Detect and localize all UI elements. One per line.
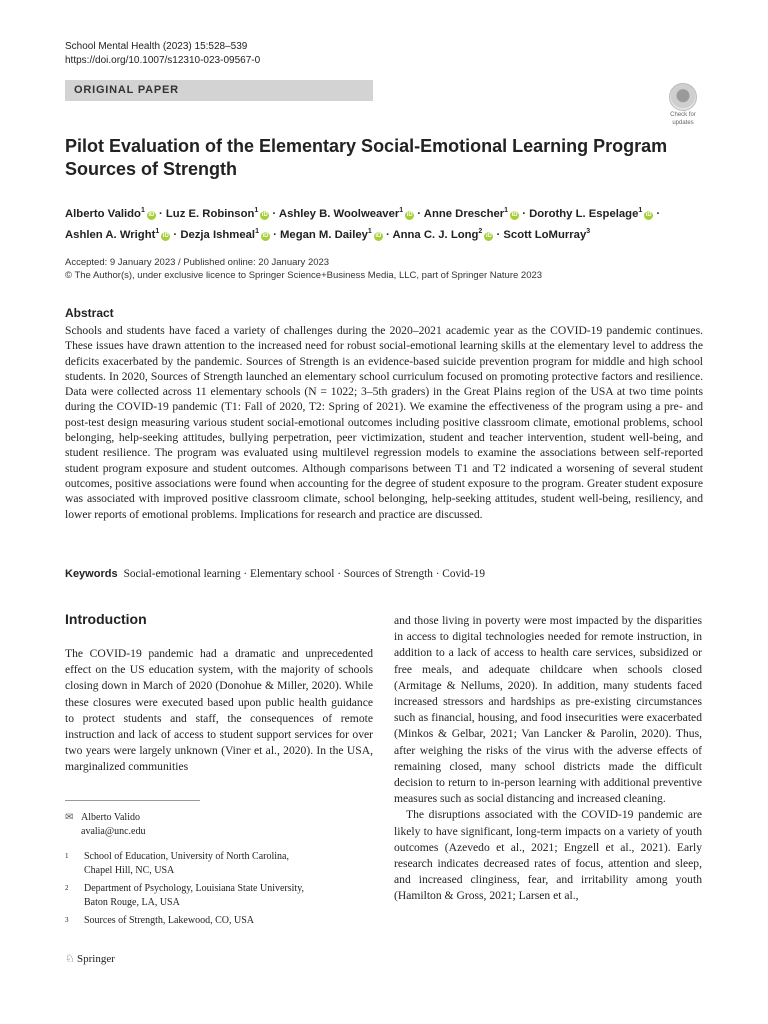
paper-title bbox=[65, 135, 695, 181]
article-type-banner: ORIGINAL PAPER bbox=[65, 80, 373, 101]
author[interactable]: Anne Drescher$^1$iD bbox=[423, 207, 518, 220]
intro-paragraph-2: and those living in poverty were most impacted by the disparities in access to digital technologies needed for remote instruction, in addition to a lack of access to health care services, subsidized or free meals, and adequate childcare when schools closed (Armitage & Nellums, 2020). In addition, many students faced increased stressors and hardships as pre-existing circumstances such as financial, housing, and food insecurities were exacerbated (Minkos & Gelbar, 2021; Van Lancker & Parolin, 2020). Thus, after weighing the risks of the virus with the adverse effects of remaining closed, many school districts made the difficult decision to return to in-person learning with additional preventive measures such as social distancing and increased cleaning. bbox=[394, 614, 702, 806]
abstract-text: Schools and students have faced a variety of challenges during the 2020–2021 academic year as the COVID-19 pandemic continues. These issues have drawn attention to the increased need for robust social-emotional learning skills at the elementary level to address the deficits exacerbated by the pandemic. Sources of Strength is an evidence-based suicide prevention program for middle and high school students. In 2020, Sources of Strength launched an elementary school curriculum focused on promoting protective factors and resilience. Data were collected across 11 elementary schools (N = 1022; 3–5th graders) in the Great Plains region of the USA at two time points during the COVID-19 pandemic (T1: Fall of 2020, T2: Spring of 2021). We examine the effectiveness of the program using a pre- and post-test design measuring various student social-emotional outcomes including positive classroom climate, emotional problems, school belonging, help-seeking attitudes, bullying perpetration, peer victimization, student and teacher intervention, student well-being, and student resilience. The program was evaluated using multilevel regression models to examine the associations between self-reported student program exposure and student outcomes. Although comparisons between T1 and T2 indicated a worsening of several student outcomes, positive associations were found when accounting for the degree of student exposure to the program. Greater student exposure was associated with improved positive classroom climate, school belonging, help-seeking attitudes, student well-being, resiliency, and lower reports of emotional problems. Implications for research and practice are discussed. bbox=[65, 324, 703, 521]
title-line-2: Sources of Strength bbox=[65, 159, 238, 179]
orcid-icon[interactable]: iD bbox=[485, 232, 492, 239]
keywords-text: Social-emotional learning · Elementary school · Sources of Strength · Covid-19 bbox=[123, 568, 485, 580]
journal-citation bbox=[65, 40, 260, 68]
springer-logo-icon: ♘ bbox=[65, 953, 75, 965]
abstract-heading: Abstract bbox=[65, 306, 114, 320]
copyright: © The Author(s), under exclusive licence to Springer Science+Business Media, LLC, part of Springer Nature 2023 bbox=[65, 270, 543, 281]
author[interactable]: Anna C. J. Long$^2$iD bbox=[392, 227, 492, 241]
author[interactable]: Megan M. Dailey$^1$iD bbox=[280, 227, 382, 241]
orcid-icon[interactable]: iD bbox=[162, 232, 169, 239]
orcid-icon[interactable]: iD bbox=[645, 211, 652, 218]
publisher-name: Springer bbox=[77, 953, 115, 965]
accepted-published: Accepted: 9 January 2023 / Published online: 20 January 2023 bbox=[65, 257, 330, 268]
envelope-icon: ✉ bbox=[65, 812, 74, 823]
check-updates-icon bbox=[669, 83, 697, 111]
publication-dates bbox=[65, 256, 542, 282]
title-line-1: Pilot Evaluation of the Elementary Social-Emotional Learning Program bbox=[65, 136, 668, 156]
intro-paragraph-1: The COVID-19 pandemic had a dramatic and unprecedented effect on the US education system, with the majority of schools closing down in March of 2020 (Donohue & Miller, 2020). While these closures were executed based upon public health guidance to protect students and staff, the consequences of remote instruction and lack of access to student support services for over two years were largely unknown (Viner et al., 2020). In the USA, marginalized communities bbox=[65, 647, 373, 774]
journal-name: School Mental Health (2023) 15:528–539 bbox=[65, 41, 248, 52]
affiliation-2: 2 Department of Psychology, Louisiana State University, Baton Rouge, LA, USA bbox=[65, 883, 305, 908]
keywords-label: Keywords bbox=[65, 568, 118, 580]
author[interactable]: Dorothy L. Espelage$^1$iD bbox=[529, 207, 652, 220]
footnote-divider bbox=[65, 800, 200, 801]
orcid-icon[interactable]: iD bbox=[406, 211, 413, 218]
orcid-icon[interactable]: iD bbox=[261, 211, 268, 218]
orcid-icon[interactable]: iD bbox=[148, 211, 155, 218]
corresponding-email[interactable]: avalia@unc.edu bbox=[81, 825, 146, 837]
correspondence bbox=[65, 811, 365, 838]
intro-paragraph-3: The disruptions associated with the COVID-19 pandemic are likely to have significant, long-term impacts on a variety of youth outcomes (Azevedo et al., 2021; Engzell et al., 2021). Early research indicates decreased rates of focus, attention and sleep, and increased clinginess, fear, and irritability among youth (Hamilton & Gross, 2021; Larsen et al., bbox=[394, 808, 702, 903]
check-for-updates-badge[interactable] bbox=[662, 83, 704, 125]
left-column bbox=[65, 646, 373, 776]
orcid-icon[interactable]: iD bbox=[375, 232, 382, 239]
doi-link[interactable]: https://doi.org/10.1007/s12310-023-09567-0 bbox=[65, 55, 261, 66]
publisher-footer bbox=[65, 952, 115, 966]
right-column bbox=[394, 613, 702, 905]
affiliation-1: 1 School of Education, University of North Carolina, Chapel Hill, NC, USA bbox=[65, 851, 289, 876]
badge-label-2: updates bbox=[672, 120, 694, 126]
orcid-icon[interactable]: iD bbox=[511, 211, 518, 218]
author-line-1: Alberto Valido$^1$iD · Luz E. Robinson$^1$iD · Ashley B. Woolweaver$^1$iD · Anne Drescher$^1$iD · Dorothy L. Espelage$^1$iD · bbox=[65, 207, 661, 220]
corresponding-author: Alberto Valido bbox=[81, 812, 140, 823]
author[interactable]: Luz E. Robinson$^1$iD bbox=[165, 207, 268, 220]
author[interactable]: Ashley B. Woolweaver$^1$iD bbox=[278, 207, 413, 220]
author[interactable]: Alberto Valido$^1$iD bbox=[65, 207, 155, 220]
author[interactable]: Ashlen A. Wright$^1$iD bbox=[65, 227, 169, 241]
affiliation-3: 3 Sources of Strength, Lakewood, CO, USA bbox=[65, 915, 254, 926]
badge-label-1: Check for bbox=[670, 112, 696, 118]
author[interactable]: Dezja Ishmeal$^1$iD bbox=[180, 227, 269, 241]
author-line-2: Ashlen A. Wright$^1$iD · Dezja Ishmeal$^1$iD · Megan M. Dailey$^1$iD · Anna C. J. Long$^2$iD · Scott LoMurray$^3$ bbox=[65, 227, 591, 241]
introduction-heading: Introduction bbox=[65, 611, 147, 627]
keywords bbox=[65, 567, 485, 581]
orcid-icon[interactable]: iD bbox=[262, 232, 269, 239]
author[interactable]: Scott LoMurray$^3$ bbox=[503, 227, 591, 241]
author-list bbox=[65, 202, 705, 244]
